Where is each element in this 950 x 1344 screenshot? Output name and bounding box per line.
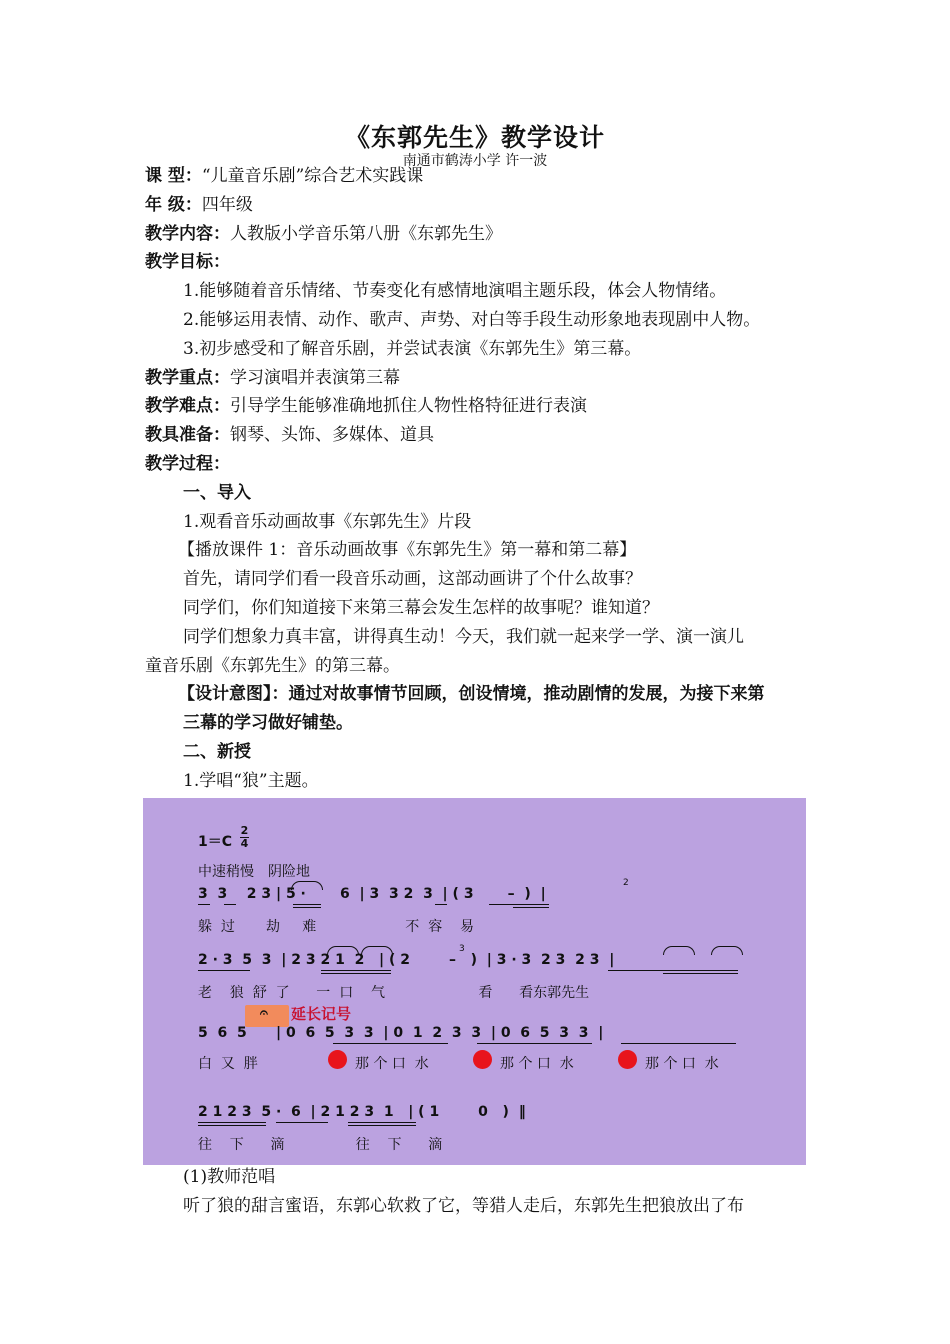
info-value: 钢琴、头饰、多媒体、道具 <box>230 425 434 445</box>
paragraph-3b: 童音乐剧《东郭先生》的第三幕。 <box>145 656 400 676</box>
beam <box>348 1125 416 1126</box>
info-label: 课 型： <box>145 166 202 186</box>
red-dot <box>618 1050 637 1069</box>
info-objectives <box>145 251 230 273</box>
slur <box>327 946 359 955</box>
score-row-2-notes: 2 · 3 5 3 | 2 3 2 1 2 | ( 2 – ) | 3 · 3 2 3 2 3 | <box>198 952 615 968</box>
beam <box>198 1122 266 1123</box>
info-value: 人教版小学音乐第八册《东郭先生》 <box>230 224 502 244</box>
courseware-note: 【播放课件 1：音乐动画故事《东郭先生》第一幕和第二幕】 <box>178 540 637 560</box>
slur <box>663 946 695 955</box>
info-value: “儿童音乐剧”综合艺术实践课 <box>201 166 424 186</box>
time-top: 2 <box>240 824 249 837</box>
objective-3: 3.初步感受和了解音乐剧，并尝试表演《东郭先生》第三幕。 <box>183 339 642 359</box>
info-key-point <box>145 367 400 389</box>
info-label: 教学过程： <box>145 454 230 474</box>
info-course-type <box>145 165 423 187</box>
beam <box>276 1122 328 1123</box>
score-row-2-lyrics: 老 狼 舒 了 一 口 气 看 看东郭先生 <box>198 985 590 1001</box>
paragraph-2: 同学们，你们知道接下来第三幕会发生怎样的故事呢？谁知道？ <box>183 598 659 618</box>
info-value: 学习演唱并表演第三幕 <box>230 368 400 388</box>
beam <box>663 973 738 974</box>
beam <box>198 970 250 971</box>
beam <box>621 1043 736 1044</box>
info-label: 教学重点： <box>145 368 230 388</box>
section-intro-heading: 一、导入 <box>183 483 251 503</box>
info-content <box>145 223 502 245</box>
info-label: 教具准备： <box>145 425 230 445</box>
author: 南通市鹤涛小学 许一波 <box>402 153 548 169</box>
slur <box>361 946 393 955</box>
beam <box>348 1122 416 1123</box>
slur <box>711 946 743 955</box>
beam <box>321 973 391 974</box>
red-dot <box>473 1050 492 1069</box>
time-signature <box>240 825 249 850</box>
beam <box>224 904 236 905</box>
info-value: 四年级 <box>201 195 253 215</box>
objective-1: 1.能够随着音乐情绪、节奏变化有感情地演唱主题乐段，体会人物情绪。 <box>183 281 727 301</box>
grace-note-2: 3 <box>459 944 465 954</box>
design-intent-a: 【设计意图】：通过对故事情节回顾，创设情境，推动剧情的发展，为接下来第 <box>178 684 765 704</box>
info-difficulty <box>145 395 587 417</box>
info-label: 教学内容： <box>145 224 230 244</box>
beam <box>435 904 447 905</box>
score-row-1-notes: 3 3 2 3 | 5 · 6 | 3 3 2 3 | ( 3 – ) | <box>198 886 546 902</box>
key-text: 1＝C <box>198 834 233 850</box>
paragraph-last: 听了狼的甜言蜜语，东郭心软救了它，等猎人走后，东郭先生把狼放出了布 <box>183 1196 744 1216</box>
objective-2: 2.能够运用表情、动作、歌声、声势、对白等手段生动形象地表现剧中人物。 <box>183 310 761 330</box>
music-score <box>143 798 806 1165</box>
beam <box>608 970 738 971</box>
score-row-4-lyrics: 往 下 滴 往 下 滴 <box>198 1137 443 1153</box>
slur <box>291 881 323 890</box>
grace-note-1: 2 <box>623 878 629 888</box>
design-intent-b: 三幕的学习做好铺垫。 <box>183 713 353 733</box>
info-grade <box>145 194 253 216</box>
beam <box>198 904 210 905</box>
beam <box>489 904 549 905</box>
info-value: 引导学生能够准确地抓住人物性格特征进行表演 <box>230 396 587 416</box>
paragraph-1: 首先，请同学们看一段音乐动画，这部动画讲了个什么故事？ <box>183 569 642 589</box>
score-row-3-lyrics-b: 那 个 口 水 <box>355 1056 429 1072</box>
red-dot <box>328 1050 347 1069</box>
beam <box>477 1043 592 1044</box>
score-row-3-lyrics-d: 那 个 口 水 <box>645 1056 719 1072</box>
new-step-1: 1.学唱“狼”主题。 <box>183 771 319 791</box>
paragraph-3a: 同学们想象力真丰富，讲得真生动！今天，我们就一起来学一学、演一演儿 <box>183 627 744 647</box>
key-signature <box>198 831 232 851</box>
fermata-icon: 𝄐 <box>260 1005 268 1021</box>
beam <box>293 907 321 908</box>
info-label: 教学目标： <box>145 252 230 272</box>
beam <box>333 1043 448 1044</box>
info-label: 年 级： <box>145 195 202 215</box>
info-label: 教学难点： <box>145 396 230 416</box>
document-title: 《东郭先生》教学设计 <box>344 123 605 152</box>
beam <box>513 907 549 908</box>
beam <box>293 904 321 905</box>
teacher-demo: (1)教师范唱 <box>183 1167 276 1187</box>
score-row-3-lyrics-a: 白 又 胖 <box>198 1056 258 1072</box>
intro-step-1: 1.观看音乐动画故事《东郭先生》片段 <box>183 512 472 532</box>
beam <box>321 970 391 971</box>
beam <box>198 1125 266 1126</box>
score-row-4-notes: 2 1 2 3 5 · 6 | 2 1 2 3 1 | ( 1 0 ) ‖ <box>198 1104 526 1120</box>
score-row-1-lyrics: 躲 过 劫 难 不 容 易 <box>198 919 475 935</box>
time-bottom: 4 <box>240 837 249 850</box>
info-materials <box>145 424 434 446</box>
score-row-3-notes: 5 6 5 | 0 6 5 3 3 | 0 1 2 3 3 | 0 6 5 3 3 | <box>198 1025 604 1041</box>
info-process <box>145 453 230 475</box>
fermata-label: 延长记号 <box>291 1005 352 1023</box>
tempo-marking: 中速稍慢 阴险地 <box>198 864 310 880</box>
score-row-3-lyrics-c: 那 个 口 水 <box>500 1056 574 1072</box>
section-new-heading: 二、新授 <box>183 742 251 762</box>
